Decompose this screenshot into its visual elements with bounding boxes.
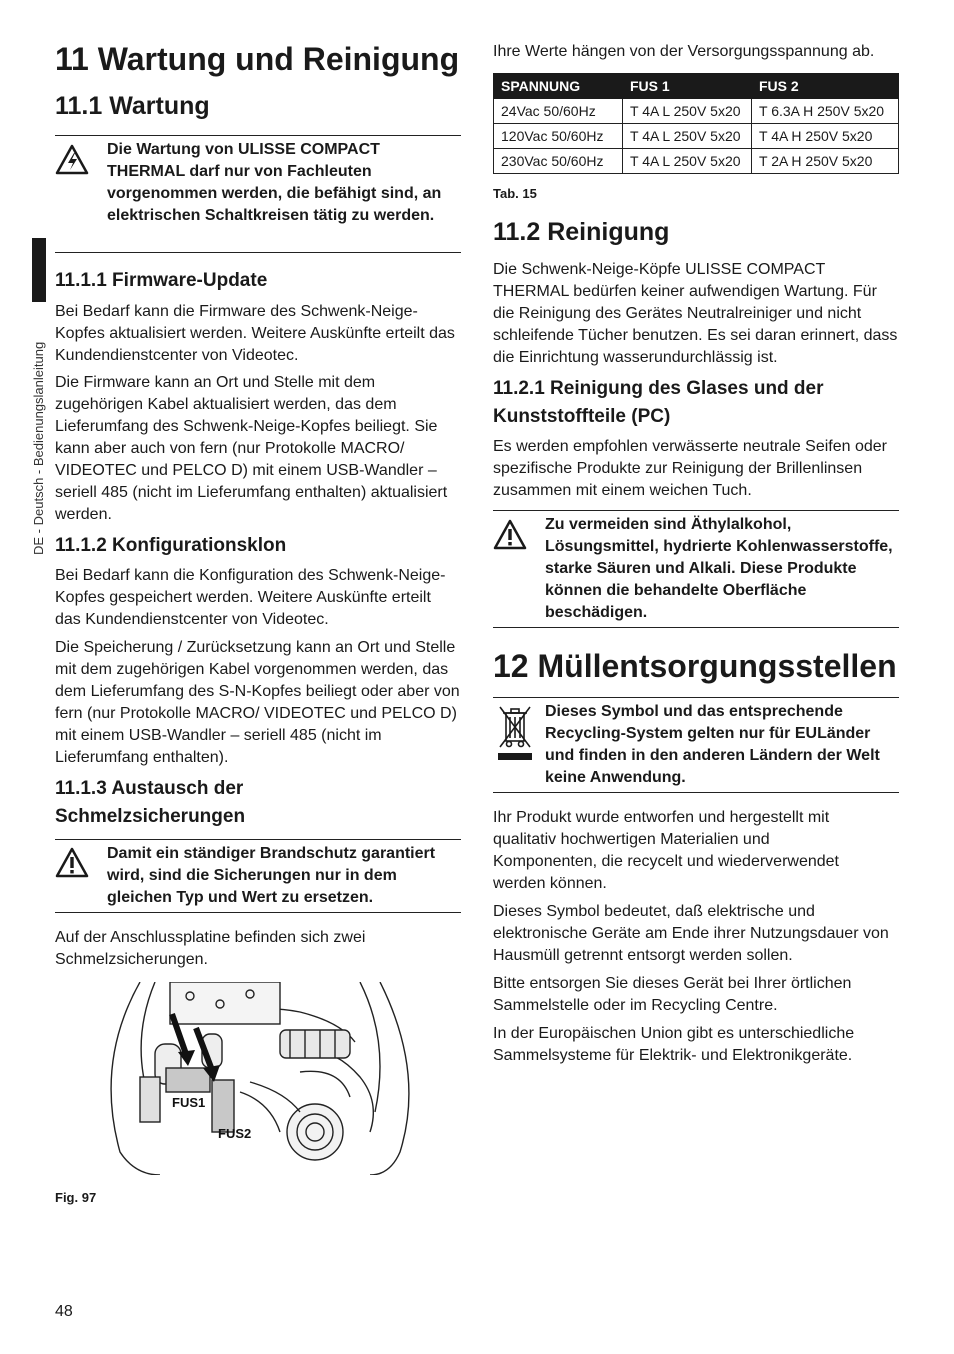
table-cell: T 4A L 250V 5x20 bbox=[623, 124, 752, 149]
fus1-label: FUS1 bbox=[172, 1095, 206, 1110]
column-header: SPANNUNG bbox=[494, 74, 623, 99]
section-11-title: 11 Wartung und Reinigung bbox=[55, 41, 460, 77]
config-paragraph-2: Die Speicherung / Zurücksetzung kann an Ort und Stelle mit dem zugehörigen Kabel vorgenommen werden, das dem Lieferumfang des S-N-Kopfes beiliegt oder aber von fern (nur Protokolle MACRO/ VIDEOTEC und PELCO D) mit einem USB-Wandler – seriell 485 (nicht im Lieferumfang enthalten). bbox=[55, 639, 460, 766]
maintenance-warning-text: Die Wartung von ULISSE COMPACT THERMAL darf nur von Fachleuten vorgenommen werden, die befähigt sind, an elektrischen Schaltkreisen tätig zu werden. bbox=[107, 141, 442, 224]
config-paragraph-1: Bei Bedarf kann die Konfiguration des Schwenk-Neige-Kopfes gespeichert werden. Weitere Auskünfte erteilt das Kundendienstcenter von Videotec. bbox=[55, 567, 446, 628]
table-cell: T 4A L 250V 5x20 bbox=[623, 149, 752, 174]
disposal-paragraph-4: In der Europäischen Union gibt es unterschiedliche Sammelsysteme für Elektrik- und Elektronikgeräte. bbox=[493, 1025, 855, 1064]
warning-triangle-icon bbox=[493, 519, 527, 556]
table-row bbox=[494, 124, 899, 149]
glass-cleaning-paragraph: Es werden empfohlen verwässerte neutrale Seifen oder spezifische Produkte zur Reinigung der Brillenlinsen zusammen mit einem weichen Tuch. bbox=[493, 438, 887, 499]
fus2-label: FUS2 bbox=[218, 1126, 252, 1141]
voltage-intro: Ihre Werte hängen von der Versorgungsspannung ab. bbox=[493, 43, 875, 60]
table-cell: 120Vac 50/60Hz bbox=[494, 124, 623, 149]
firmware-paragraph-2: Die Firmware kann an Ort und Stelle mit dem zugehörigen Kabel aktualisiert werden, das dem Lieferumfang des Schwenk-Neige-Kopfes beiliegt. Sie kann aber auch von fern (nur Protokolle MACRO/ VIDEOTEC und PELCO D) mit einem USB-Wandler – seriell 485 (nicht im Lieferumfang enthalten) aktualisiert werden. bbox=[55, 374, 448, 523]
section-11-2-1-title: 11.2.1 Reinigung des Glases und der Kunststoffteile (PC) bbox=[493, 378, 824, 427]
fuse-warning bbox=[55, 839, 461, 913]
maintenance-warning bbox=[55, 135, 461, 253]
fuse-table bbox=[493, 73, 899, 174]
cleaning-paragraph: Die Schwenk-Neige-Köpfe ULISSE COMPACT THERMAL bedürfen keiner aufwendigen Wartung. Für die Reinigung des Gerätes Neutralreiniger und nicht schleifende Tücher benutzen. Es sei daran erinnert, dass die Einrichtung wasserundurchlässig ist. bbox=[493, 261, 898, 366]
electric-hazard-icon bbox=[55, 144, 89, 181]
table-row bbox=[494, 149, 899, 174]
table-cell: T 2A H 250V 5x20 bbox=[752, 149, 899, 174]
figure-97-caption: Fig. 97 bbox=[55, 1190, 97, 1205]
table-row bbox=[494, 99, 899, 124]
firmware-paragraph-1: Bei Bedarf kann die Firmware des Schwenk-Neige-Kopfes aktualisiert werden. Weitere Auskünfte erteilt das Kundendienstcenter von Videotec. bbox=[55, 303, 455, 364]
page-number: 48 bbox=[55, 1303, 73, 1320]
section-11-1-title: 11.1 Wartung bbox=[55, 92, 210, 120]
column-header: FUS 1 bbox=[623, 74, 752, 99]
chemicals-warning-text: Zu vermeiden sind Äthylalkohol, Lösungsmittel, hydrierte Kohlenwasserstoffe, starke Säuren und Alkali. Diese Produkte können die behandelte Oberfläche beschädigen. bbox=[545, 516, 893, 621]
disposal-paragraph-3: Bitte entsorgen Sie dieses Gerät bei Ihrer örtlichen Sammelstelle oder im Recycling Centre. bbox=[493, 975, 852, 1014]
disposal-paragraph-2: Dieses Symbol bedeutet, daß elektrische und elektronische Geräte am Ende ihrer Nutzungsdauer von Hausmüll getrennt entsorgt werden sollen. bbox=[493, 903, 889, 964]
disposal-paragraph-1: Ihr Produkt wurde entworfen und hergestellt mit qualitativ hochwertigen Materialien und Komponenten, die recycelt und wiederverwendet werden können. bbox=[493, 809, 839, 892]
table-cell: 24Vac 50/60Hz bbox=[494, 99, 623, 124]
section-11-1-2-title: 11.1.2 Konfigurationsklon bbox=[55, 535, 287, 556]
section-11-1-1-title: 11.1.1 Firmware-Update bbox=[55, 270, 268, 291]
section-12-title: 12 Müllentsorgungsstellen bbox=[493, 648, 897, 684]
section-11-1-3-title: 11.1.3 Austausch der Schmelzsicherungen bbox=[55, 778, 246, 827]
fuse-warning-text: Damit ein ständiger Brandschutz garantiert wird, sind die Sicherungen nur in dem gleichen Typ und Wert zu ersetzen. bbox=[107, 845, 436, 906]
fuse-board-photo bbox=[100, 982, 418, 1175]
weee-notice bbox=[493, 697, 899, 793]
crossed-bin-icon bbox=[497, 704, 533, 767]
table-cell: 230Vac 50/60Hz bbox=[494, 149, 623, 174]
table-cell: T 4A L 250V 5x20 bbox=[623, 99, 752, 124]
warning-triangle-icon bbox=[55, 847, 89, 884]
table-cell: T 6.3A H 250V 5x20 bbox=[752, 99, 899, 124]
table-15-caption: Tab. 15 bbox=[493, 186, 537, 201]
fuse-table-header bbox=[494, 74, 899, 99]
chemicals-warning bbox=[493, 510, 899, 628]
fuse-paragraph: Auf der Anschlussplatine befinden sich zwei Schmelzsicherungen. bbox=[55, 929, 366, 968]
side-language-label: DE - Deutsch - Bedienungslanleitung bbox=[31, 341, 46, 555]
column-header: FUS 2 bbox=[752, 74, 899, 99]
weee-notice-text: Dieses Symbol und das entsprechende Recycling-System gelten nur für EULänder und finden in den anderen Ländern der Welt keine Anwendung. bbox=[545, 703, 880, 786]
table-cell: T 4A H 250V 5x20 bbox=[752, 124, 899, 149]
section-11-2-title: 11.2 Reinigung bbox=[493, 218, 670, 246]
